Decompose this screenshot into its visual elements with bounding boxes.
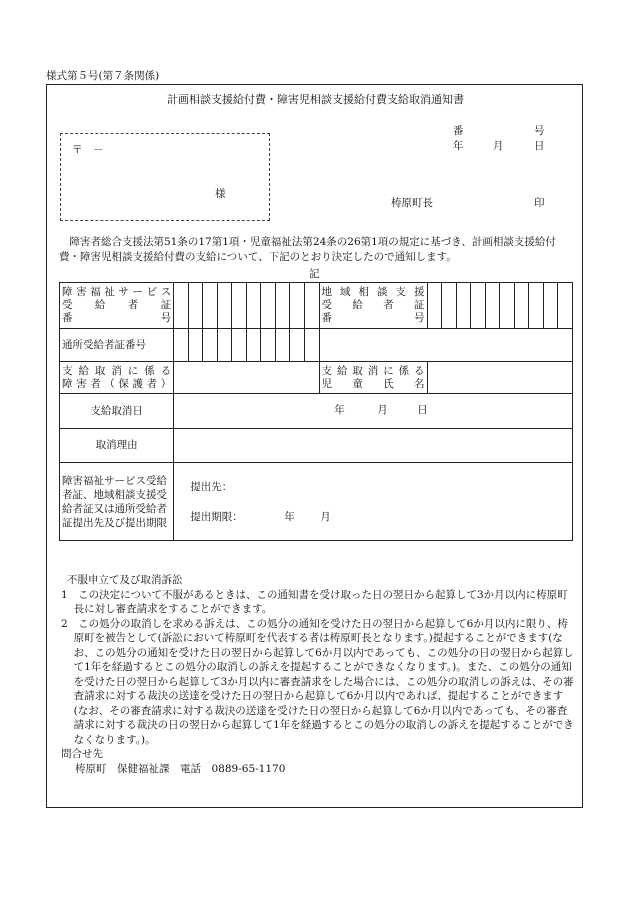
person-label: 支給取消に係る 障害者（保護者） <box>60 362 174 394</box>
table-row <box>60 394 573 429</box>
cancel-date-year: 年 <box>334 404 345 416</box>
submission-deadline-month: 月 <box>320 511 331 523</box>
seal-mark: 印 <box>534 197 545 209</box>
submission-deadline-year: 年 <box>284 511 295 523</box>
date-year: 年 <box>453 140 464 152</box>
submission-deadline-label: 提出期限： <box>190 511 243 523</box>
appeal-notes <box>61 573 575 776</box>
person-name-field[interactable] <box>174 362 319 394</box>
community-cert-label: 地域相談支援 受給者証 番号 <box>319 283 427 329</box>
address-box <box>60 133 270 221</box>
cancel-reason-field[interactable] <box>174 429 573 463</box>
cancel-date-day: 日 <box>417 404 428 416</box>
note-item-1: 1 この決定について不服があるときは、この通知書を受け取った日の翌日から起算して3か月以内に梼原町長に対し審査請求をすることができます。 <box>61 588 568 615</box>
table-row <box>60 362 573 394</box>
note-item-2: 2 この処分の取消しを求める訴えは、この処分の通知を受けた日の翌日から起算して6か月以内に限り、梼原町を被告として(訴訟において梼原町を代表する者は梼原町長となります。)提起することができます(なお、この処分の通知を受けた日の翌日から起算して6か月以内であっても、この処分の日の翌日から起算して1年を経過するとこの処分の取消しの訴えを提起することができなくなります。)。また、この処分の通知を受けた日の翌日から起算して3か月以内に審査請求をした場合には、この処分の取消しの訴えは、その審査請求に対する裁決の送達を受けた日の翌日から起算して6か月以内であれば、提起することができます(なお、その審査請求に対する裁決の送達を受けた日の翌日から起算して6か月以内であっても、その審査請求に対する裁決の日の翌日から起算して1年を経過するとこの処分の取消しの訴えを提起することができなくなります。)。 <box>61 617 574 746</box>
table-row <box>60 329 573 362</box>
cancel-date-month: 月 <box>377 404 388 416</box>
notes-heading: 不服申立て及び取消訴訟 <box>67 574 183 586</box>
postal-mark: 〒 － <box>72 144 104 156</box>
issuer-name: 梼原町長 <box>391 197 433 209</box>
number-label-go: 号 <box>534 125 545 137</box>
child-label: 支給取消に係る 児童氏名 <box>319 362 427 394</box>
contact-label: 問合せ先 <box>61 748 103 760</box>
number-label-ban: 番 <box>453 125 464 137</box>
day-service-blank <box>319 329 572 362</box>
date-day: 日 <box>534 140 545 152</box>
date-month: 月 <box>493 140 504 152</box>
body-paragraph: 障害者総合支援法第51条の17第1項・児童福祉法第24条の26第1項の規定に基づき、計画相談支援給付費・障害児相談支援給付費の支給について、下記のとおり決定したので通知します。 <box>59 236 556 263</box>
document-title: 計画相談支援給付費・障害児相談支援給付費支給取消通知書 <box>167 93 464 106</box>
notice-frame <box>46 84 583 808</box>
submission-label: 障害福祉サービス受給者証、地域相談支援受給者証又は通所受給者証提出先及び提出期限 <box>60 463 174 541</box>
notice-table <box>59 282 573 541</box>
table-row <box>60 463 573 541</box>
honorific-sama: 様 <box>215 188 226 200</box>
table-row <box>60 283 573 329</box>
day-service-cert-label: 通所受給者証番号 <box>60 329 174 362</box>
submission-dest-label: 提出先： <box>190 481 233 493</box>
cancel-date-field[interactable] <box>174 394 573 429</box>
child-name-field[interactable] <box>427 362 572 394</box>
cancel-reason-label: 取消理由 <box>60 429 174 463</box>
ki-marker: 記 <box>309 268 320 280</box>
contact-info: 梼原町 保健福祉課 電話 0889-65-1170 <box>75 762 286 775</box>
table-row <box>60 429 573 463</box>
cancel-date-label: 支給取消日 <box>60 394 174 429</box>
submission-field[interactable] <box>174 463 573 541</box>
form-number: 様式第５号(第７条関係) <box>46 70 160 82</box>
service-cert-label: 障害福祉サービス 受給者証 番号 <box>60 283 174 329</box>
